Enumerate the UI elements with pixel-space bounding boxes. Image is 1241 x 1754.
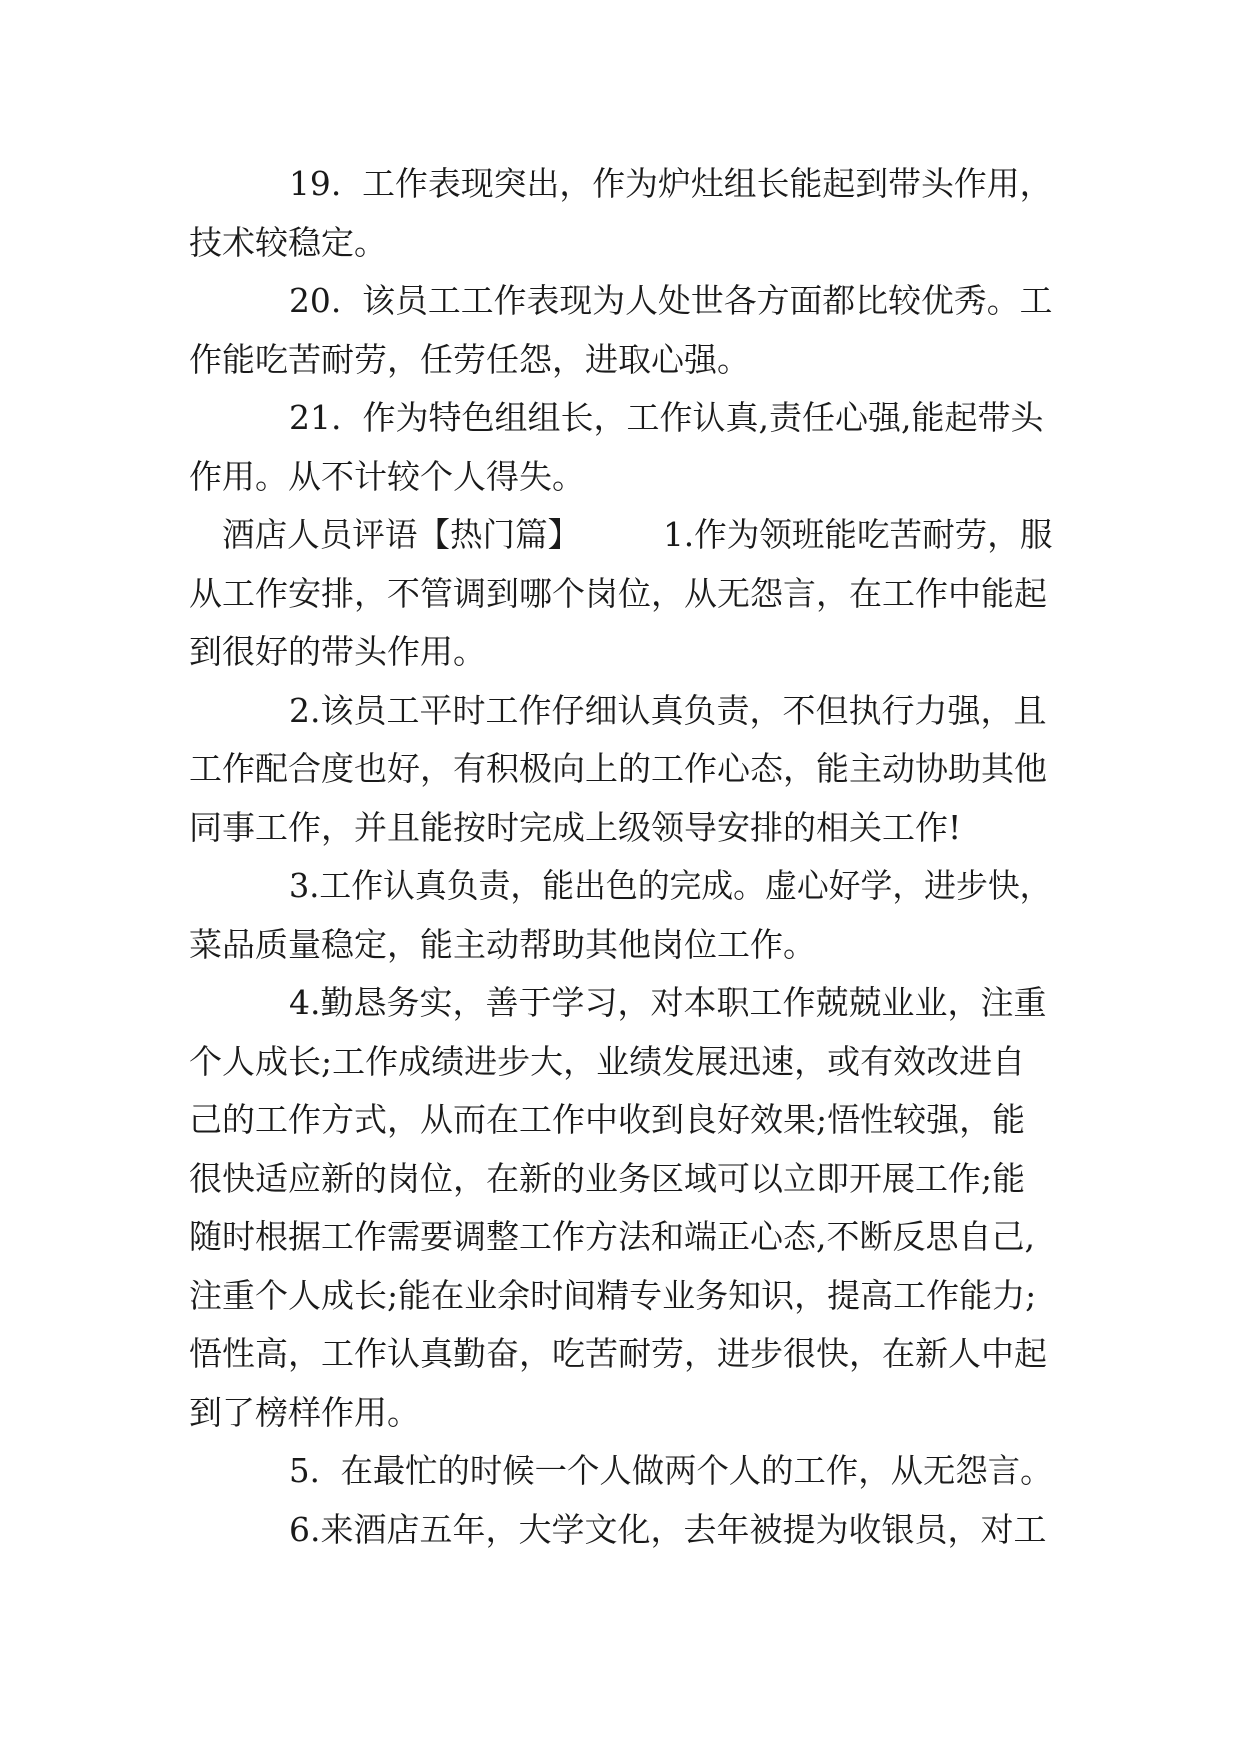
text-line: 21. 作为特色组组长，工作认真,责任心强,能起带头 [289, 398, 1044, 437]
text-line: 到很好的带头作用。 [189, 632, 486, 671]
text-line: 随时根据工作需要调整工作方法和端正心态,不断反思自己, [189, 1217, 1035, 1256]
text-line: 己的工作方式，从而在工作中收到良好效果;悟性较强，能 [189, 1100, 1026, 1139]
text-line: 悟性高，工作认真勤奋，吃苦耐劳，进步很快，在新人中起 [189, 1334, 1047, 1373]
text-line: 作用。从不计较个人得失。 [189, 457, 585, 496]
text-line: 同事工作，并且能按时完成上级领导安排的相关工作! [189, 808, 962, 847]
section-heading-line: 酒店人员评语【热门篇】 1.作为领班能吃苦耐劳，服 [222, 515, 1053, 554]
text-line: 4.勤恳务实，善于学习，对本职工作兢兢业业，注重 [289, 983, 1047, 1022]
text-line: 菜品质量稳定，能主动帮助其他岗位工作。 [189, 925, 816, 964]
text-line: 20. 该员工工作表现为人处世各方面都比较优秀。工 [289, 281, 1053, 320]
text-line: 技术较稳定。 [189, 223, 387, 262]
text-line: 作能吃苦耐劳，任劳任怨，进取心强。 [189, 340, 750, 379]
text-line: 19. 工作表现突出，作为炉灶组长能起到带头作用， [289, 164, 1053, 203]
text-line: 2.该员工平时工作仔细认真负责，不但执行力强，且 [289, 691, 1047, 730]
text-line: 很快适应新的岗位，在新的业务区域可以立即开展工作;能 [189, 1159, 1026, 1198]
text-line: 工作配合度也好，有积极向上的工作心态，能主动协助其他 [189, 749, 1047, 788]
text-line: 5. 在最忙的时候一个人做两个人的工作，从无怨言。 [289, 1451, 1053, 1490]
text-line: 注重个人成长;能在业余时间精专业务知识，提高工作能力; [189, 1276, 1037, 1315]
text-line: 6.来酒店五年，大学文化，去年被提为收银员，对工 [289, 1510, 1047, 1549]
text-line: 到了榜样作用。 [189, 1393, 420, 1432]
text-line: 从工作安排，不管调到哪个岗位，从无怨言，在工作中能起 [189, 574, 1047, 613]
text-line: 3.工作认真负责，能出色的完成。虚心好学，进步快， [289, 866, 1052, 905]
text-line: 个人成长;工作成绩进步大，业绩发展迅速，或有效改进自 [189, 1042, 1026, 1081]
